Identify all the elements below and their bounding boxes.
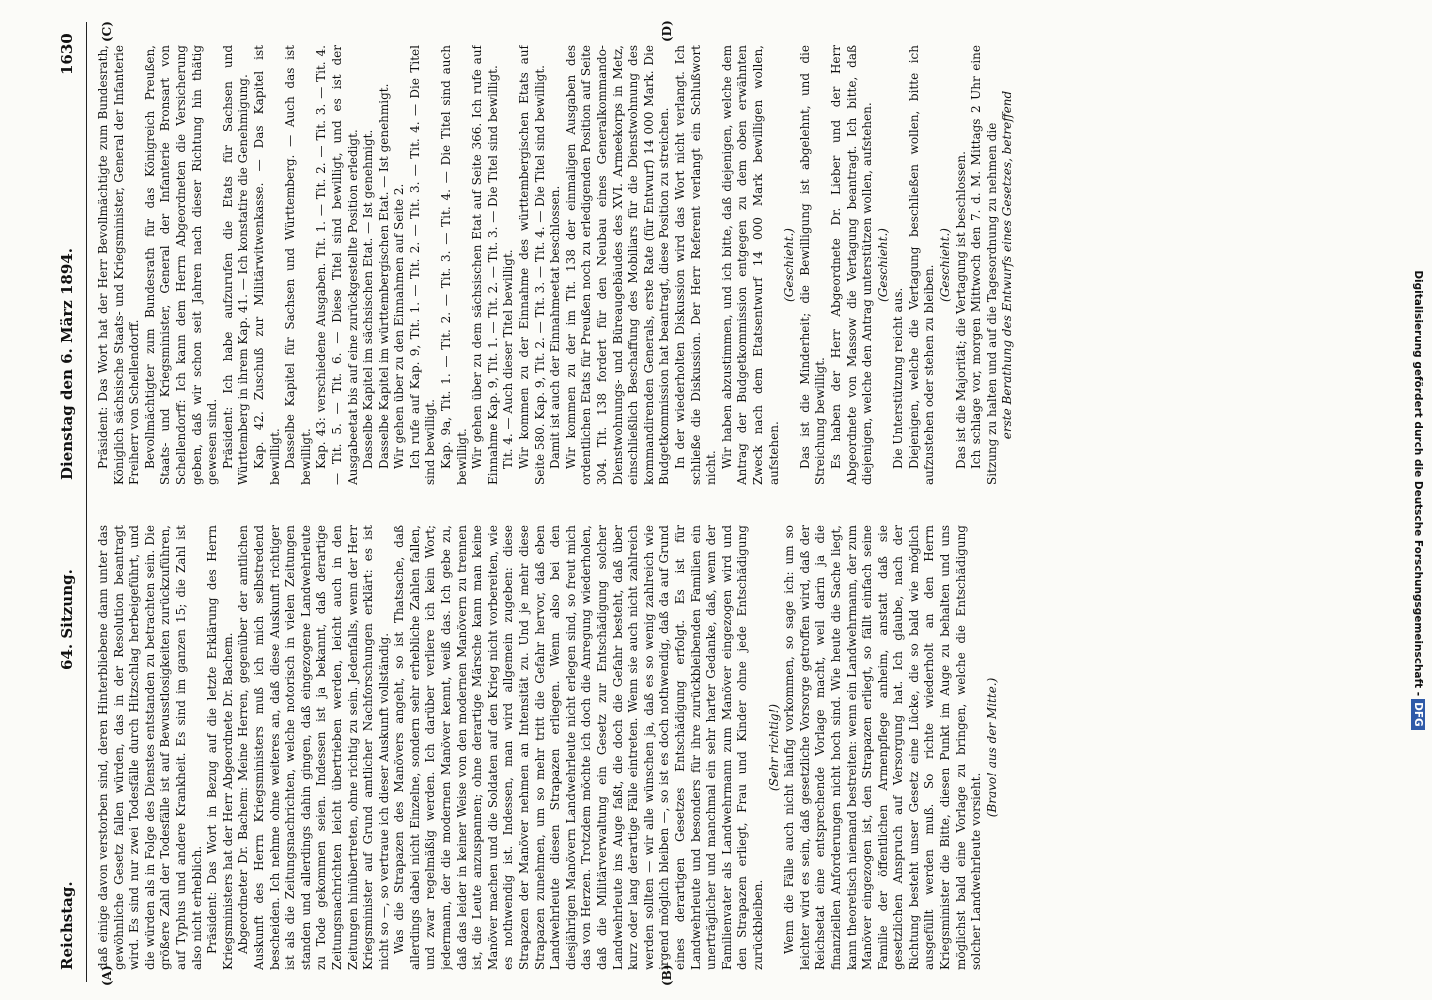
margin-label-a: (A): [100, 965, 114, 986]
paragraph: Bevollmächtigter zum Bundesrath für das Königreich Preußen, Staats- und Kriegsminister, General der Infanterie Bronsart von Schellendorff: Ich kann dem Herrn Abgeordneten die Versicherung geben, daß wir schon seit Jahren nach dieser Richtung hin thätig gewesen sind.: [142, 45, 220, 485]
paragraph: Kap. 9a, Tit. 1. — Tit. 2. — Tit. 3. — Tit. 4. — Die Titel sind auch bewilligt.: [439, 45, 469, 485]
header-left: Reichstag.: [58, 881, 76, 970]
paragraph: Wir kommen zu der Einnahme des württembergischen Etats auf Seite 580. Kap. 9, Tit. 2. — Tit. 3. — Tit. 4. — Die Titel sind bewilligt.: [517, 45, 547, 485]
paragraph: In der wiederholten Diskussion wird das Wort nicht verlangt. Ich schließe die Diskussion. Der Herr Referent verlangt ein Schlußwort nicht.: [672, 45, 719, 485]
interjection: (Geschieht.): [875, 228, 890, 302]
header-date: Dienstag den 6. März 1894.: [58, 248, 76, 480]
digitization-credit: [1408, 10, 1428, 990]
dfg-logo: DFG: [1411, 699, 1425, 730]
paragraph: Kap. 43: verschiedene Ausgaben. Tit. 1. — Tit. 2. — Tit. 3. — Tit. 4. — Tit. 5. — Tit. 6. — Diese Titel sind bewilligt, und es ist der Ausgabeetat bis auf eine zurückgestellte Position erledigt.: [314, 45, 360, 485]
paragraph: Wir kommen zu der im Tit. 138 der einmaligen Ausgaben des ordentlichen Etats für Preußen noch zu erledigenden Position auf Seite 304. Tit. 138 fordert für den Neubau eines Generalkommando-Dienstwohnungs- und Büreaugebäudes des XVI. Armeekorps in Metz, einschließlich Beschaffung des Mobiliars für die Dienstwohnung des kommandirenden Generals, erste Rate (für Entwurf) 14 000 Mark. Die Budgetkommission hat beantragt, diese Position zu streichen.: [563, 45, 672, 485]
paragraph: Diejenigen, welche die Vertagung beschließen wollen, bitte ich aufzustehen oder stehen zu bleiben.: [906, 45, 937, 485]
interjection: (Sehr richtig!): [766, 703, 781, 792]
header-session: 64. Sitzung.: [58, 569, 76, 670]
header-rule: [86, 22, 87, 982]
margin-label-c: (C): [100, 21, 114, 42]
paragraph: Wir haben abzustimmen, und ich bitte, daß diejenigen, welche dem Antrag der Budgetkommission entgegen zu dem oben erwähnten Zweck nach dem Etatsentwurf 14 000 Mark bewilligen wollen, aufstehen.: [719, 45, 781, 485]
paragraph: Dasselbe Kapitel im württembergischen Etat. — Ist genehmigt.: [376, 83, 391, 469]
paragraph: Ich schlage vor, morgen Mittwoch den 7. d. M. Mittags 2 Uhr eine Sitzung zu halten und auf die Tagesordnung zu nehmen die: [969, 45, 999, 485]
paragraph: Präsident: Ich habe aufzurufen die Etats für Sachsen und Württemberg in ihrem Kap. 41. — Ich konstatire die Genehmigung.: [220, 45, 251, 485]
paragraph: Das ist die Majorität; die Vertagung ist beschlossen.: [953, 151, 968, 469]
margin-label-d: (D): [660, 20, 674, 42]
interjection: (Geschieht.): [782, 228, 797, 302]
paragraph: Was die Strapazen des Manövers angeht, so ist Thatsache, daß allerdings dabei nicht Einzelne, sondern sehr erhebliche Zahlen fallen, und zwar regelmäßig werden. Ich darüber verliere ich kein Wort; jedermann, der die modernen Manöver kennt, weiß das. Ich gebe zu, daß das leider in keiner Weise von den modernen Manövern zu trennen ist, die Leute anzuspannen; ohne derartige Märsche kann man keine Manöver machen und die Soldaten auf den Krieg nicht vorbereiten, wie es nothwendig ist. Indessen, man wird allgemein zugeben: diese Strapazen der Manöver nehmen an Intensität zu. Und je mehr diese Strapazen zunehmen, um so mehr tritt die Gefahr hervor, daß eben Landwehrleute diesen Strapazen erliegen. Wenn also bei den diesjährigen Manövern Landwehrleute nicht erlegen sind, so freut mich das von Herzen. Trotzdem möchte ich doch die Anregung wiederholen, daß die Militärverwaltung ein Gesetz zur Entschädigung solcher Landwehrleute ins Auge faßt, die doch die Gefahr besteht, daß über kurz oder lang derartige Fälle eintreten. Wenn sie auch nicht zahlreich werden sollten — wir alle wünschen ja, daß es so wenig zahlreich wie irgend möglich bleiben —, so ist es doch nothwendig, daß da auf Grund eines derartigen Gesetzes Entschädigung erfolgt. Es ist für Landwehrleute und besonders für ihre zurückbleibenden Familien ein unerträglicher und manchmal ein sehr harter Gedanke, daß, wenn der Familienvater als Landwehrmann zum Manöver eingezogen wird und den Strapazen erliegt, Frau und Kinder ohne jede Entschädigung zurückbleiben.: [392, 525, 765, 970]
interjection: (Bravo! aus der Mitte.): [984, 677, 999, 818]
paragraph: Wir gehen über zu den Einnahmen auf Seite 2.: [392, 183, 407, 469]
paragraph: Abgeordneter Dr. Bachem: Meine Herren, gegenüber der amtlichen Auskunft des Herrn Kriegsministers muß ich mich selbstredend bescheiden. Ich nehme ohne weiteres an, daß diese Auskunft richtiger ist als die Zeitungsnachrichten, welche notorisch in vielen Zeitungen standen und allerdings dahin gingen, daß eingezogene Landwehrleute zu Tode gekommen seien. Indessen ist ja bekannt, daß derartige Zeitungsnachrichten leicht übertrieben werden, leicht auch in den Zeitungen hinübertreten, ohne richtig zu sein. Jedenfalls, wenn der Herr Kriegsminister auf Grund amtlicher Nachforschungen erklärt: es ist nicht so —, so vertraue ich dieser Auskunft vollständig.: [236, 525, 391, 970]
paragraph: Ich rufe auf Kap. 9, Tit. 1. — Tit. 2. — Tit. 3. — Tit. 4. — Die Titel sind bewilligt.: [407, 45, 438, 485]
paragraph: Das ist die Minderheit; die Bewilligung ist abgelehnt, und die Streichung bewilligt.: [797, 45, 828, 485]
paragraph: Die Unterstützung reicht aus.: [891, 287, 906, 469]
page-number: 1630: [58, 33, 76, 75]
credit-line: [1408, 10, 1428, 990]
paragraph: Präsident: Das Wort hat der Herr Bevollmächtigte zum Bundesrath, Königlich sächsische Staats- und Kriegsminister, General der Infanterie Freiherr von Schellendorff.: [96, 45, 142, 485]
paragraph: Wir gehen über zu dem sächsischen Etat auf Seite 366. Ich rufe auf Einnahme Kap. 9, Tit. 1. — Tit. 2. — Tit. 3. — Die Titel sind bewilligt.: [470, 45, 500, 485]
bill-title: erste Berathung des Entwurfs eines Gesetzes, betreffend: [1000, 90, 1015, 440]
paragraph: Tit. 4. — Auch dieser Titel bewilligt.: [501, 249, 516, 469]
paragraph: Kap. 42. Zuschuß zur Militärwitwenkasse. — Das Kapitel ist bewilligt.: [251, 45, 282, 485]
interjection: (Geschieht.): [938, 228, 953, 302]
paragraph: Es haben der Herr Abgeordnete Dr. Lieber und der Herr Abgeordnete von Massow die Vertagung beantragt. Ich bitte, daß diejenigen, welche den Antrag unterstützen wollen, aufstehen.: [828, 45, 875, 485]
margin-label-b: (B): [660, 964, 674, 986]
paragraph: Dasselbe Kapitel im sächsischen Etat. — Ist genehmigt.: [361, 129, 376, 469]
paragraph: Präsident: Das Wort in Bezug auf die letzte Erklärung des Herrn Kriegsministers hat der Herr Abgeordnete Dr. Bachem.: [205, 525, 235, 970]
right-text-column: [96, 45, 1396, 485]
paragraph: Wenn die Fälle auch nicht häufig vorkommen, so sage ich: um so leichter wird es sein, daß gesetzliche Vorsorge getroffen wird, daß der Reichsetat eine entsprechende Vorlage macht, weil darin ja die finanziellen Anforderungen nicht hoch sind. Wie heute die Sache liegt, kann theoretisch niemand bestreiten: wenn ein Landwehrmann, der zum Manöver eingezogen ist, den Strapazen erliegt, so fällt einfach seine Familie der öffentlichen Armenpflege anheim, anstatt daß sie gesetzlichen Anspruch auf Versorgung hat. Ich glaube, nach der Richtung besteht unser Gesetz eine Lücke, die so bald wie möglich ausgefüllt werden muß. So richte wiederholt an den Herrn Kriegsminister die Bitte, diesen Punkt im Auge zu behalten und uns möglichst bald eine Vorlage zu bringen, welche die Entschädigung solcher Landwehrleute vorsieht.: [782, 525, 984, 970]
paragraph: Damit ist auch der Einnahmeetat beschlossen.: [548, 185, 563, 469]
paragraph: Dasselbe Kapitel für Sachsen und Württemberg. — Auch das ist bewilligt.: [283, 45, 313, 485]
paragraph: daß einige davon verstorben sind, deren Hinterbliebene dann unter das gewöhnliche Gesetz fallen würden, das in der Resolution beantragt wird. Es sind nur zwei Todesfälle durch Hitzschlag herbeigeführt, und die würden als in Folge des Dienstes entstanden zu betrachten sein. Die größere Zahl der Todesfälle ist auf Bewusstlosigkeiten zurückzuführen, auf Typhus und andere Krankheit. Es sind im ganzen 15; die Zahl ist also nicht erheblich.: [96, 525, 204, 970]
credit-text: Digitalisierung gefördert durch die Deutsche Forschungsgemeinschaft -: [1412, 270, 1424, 697]
left-text-column: [96, 525, 1396, 970]
